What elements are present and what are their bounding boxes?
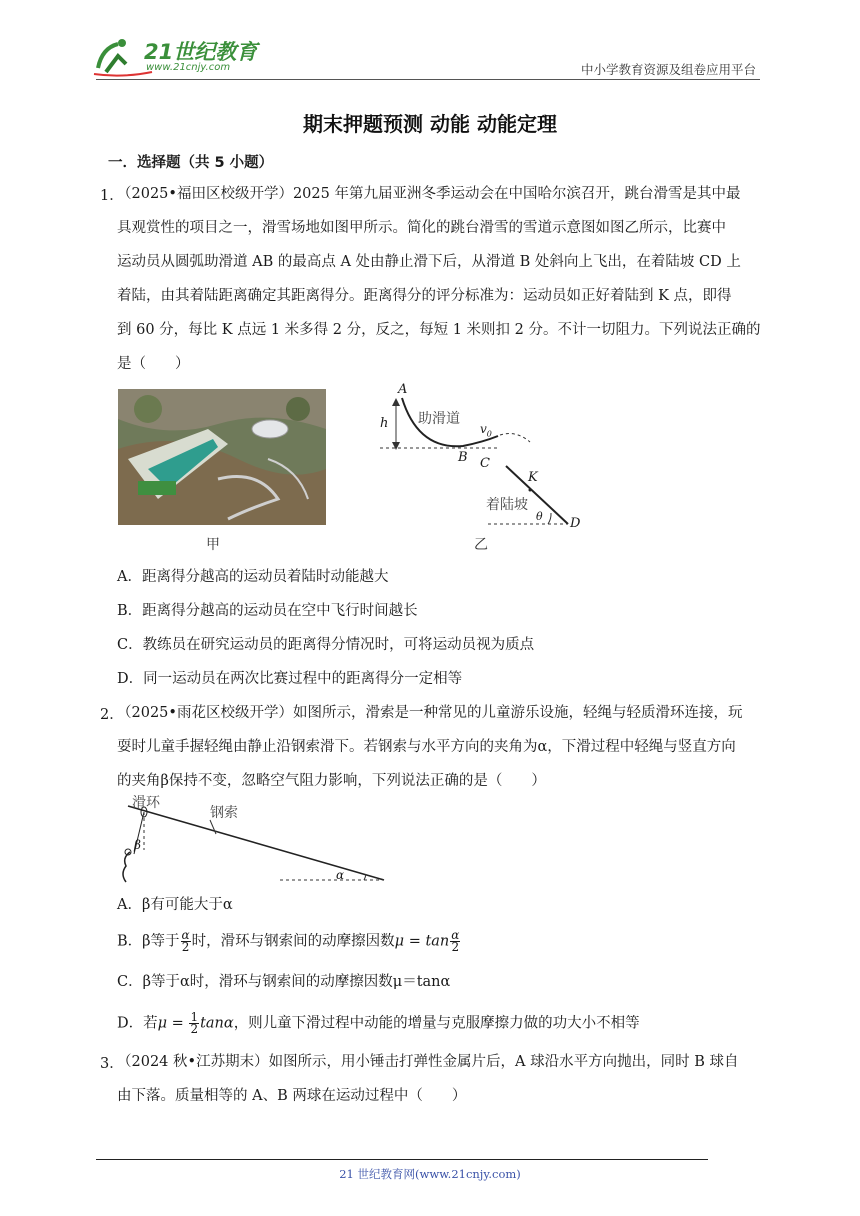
header-platform-text: 中小学教育资源及组卷应用平台 [580, 62, 756, 77]
q2-option-d: D．若μ = $\frac{1}{2}$ tanα，则儿童下滑过程中动能的增量与克服摩擦力做的功大小不相等 [117, 1010, 640, 1036]
label-b: B [458, 450, 468, 465]
q1-line: 到 60 分，每比 K 点远 1 米多得 2 分，反之，每短 1 米则扣 2 分。不计一切阻力。下列说法正确的 [117, 322, 761, 338]
label-alpha: α [336, 868, 345, 882]
header-divider [96, 79, 760, 80]
label-d: D [570, 516, 581, 531]
logo-url: www.21cnjy.com [146, 62, 231, 73]
label-c: C [480, 456, 490, 471]
logo [92, 34, 262, 78]
figure-caption-jia: 甲 [206, 537, 220, 553]
figure-caption-yi: 乙 [474, 537, 488, 553]
label-h: h [380, 416, 389, 431]
q1-option-a: A．距离得分越高的运动员着陆时动能越大 [117, 569, 389, 585]
label-gangsuo: 钢索 [210, 805, 238, 821]
q3-line: 由下落。质量相等的 A、B 两球在运动过程中（ ） [117, 1088, 467, 1104]
q2-line: （2025•雨花区校级开学）如图所示，滑索是一种常见的儿童游乐设施，轻绳与轻质滑环连接，玩 [117, 705, 743, 721]
q1-line: 具观赏性的项目之一，滑雪场地如图甲所示。简化的跳台滑雪的雪道示意图如图乙所示，比赛中 [117, 220, 726, 236]
page-title: 期末押题预测 动能 动能定理 [303, 112, 557, 136]
label-beta: β [134, 838, 141, 852]
q1-option-c: C．教练员在研究运动员的距离得分情况时，可将运动员视为质点 [117, 637, 535, 653]
fraction: $\frac{1}{2}$ [190, 1010, 199, 1036]
q1-line: 是（ ） [117, 356, 190, 372]
fraction: $\frac{\alpha}{2}$ [181, 928, 190, 954]
q2-option-b: B．β等于 $\frac{\alpha}{2}$ 时，滑环与钢索间的动摩擦因数μ = tan $\frac{\alpha}{2}$ [117, 928, 460, 954]
q2-option-c: C．β等于α时，滑环与钢索间的动摩擦因数μ＝tanα [117, 974, 451, 990]
q1-line: 运动员从圆弧助滑道 AB 的最高点 A 处由静止滑下后，从滑道 B 处斜向上飞出，在着陆坡 CD 上 [117, 254, 741, 270]
fraction: $\frac{\alpha}{2}$ [451, 928, 460, 954]
ski-jump-diagram [368, 380, 598, 532]
q1-option-d: D．同一运动员在两次比赛过程中的距离得分一定相等 [117, 671, 463, 687]
zipline-diagram [110, 794, 390, 886]
q3-number: 3． [100, 1056, 124, 1072]
q1-number: 1． [100, 188, 124, 204]
logo-text: 21世纪教育 [144, 40, 258, 64]
footer-link[interactable]: 21 世纪教育网(www.21cnjy.com) [339, 1167, 521, 1181]
label-huahuan: 滑环 [132, 795, 160, 811]
q2-line: 的夹角β保持不变，忽略空气阻力影响，下列说法正确的是（ ） [117, 773, 546, 789]
label-zhuhuadao: 助滑道 [418, 411, 460, 427]
section-heading: 一．选择题（共 5 小题） [108, 155, 274, 171]
label-v0: $v_0$ [480, 422, 492, 439]
footer-divider [96, 1159, 708, 1160]
label-k: K [528, 470, 538, 485]
q2-option-a: A．β有可能大于α [117, 897, 233, 913]
ski-venue-photo [118, 389, 326, 525]
q3-line: （2024 秋•江苏期末）如图所示，用小锤击打弹性金属片后，A 球沿水平方向抛出，同时 B 球自 [117, 1054, 739, 1070]
q1-line: （2025•福田区校级开学）2025 年第九届亚洲冬季运动会在中国哈尔滨召开，跳台滑雪是其中最 [117, 186, 741, 202]
label-theta: θ [536, 510, 543, 523]
q2-line: 耍时儿童手握轻绳由静止沿钢索滑下。若钢索与水平方向的夹角为α，下滑过程中轻绳与竖直方向 [117, 739, 736, 755]
q1-option-b: B．距离得分越高的运动员在空中飞行时间越长 [117, 603, 418, 619]
q1-line: 着陆，由其着陆距离确定其距离得分。距离得分的评分标准为：运动员如正好着陆到 K 点，即得 [117, 288, 732, 304]
label-zhuolupo: 着陆坡 [486, 497, 528, 513]
q2-number: 2． [100, 707, 124, 723]
label-a: A [398, 382, 408, 397]
